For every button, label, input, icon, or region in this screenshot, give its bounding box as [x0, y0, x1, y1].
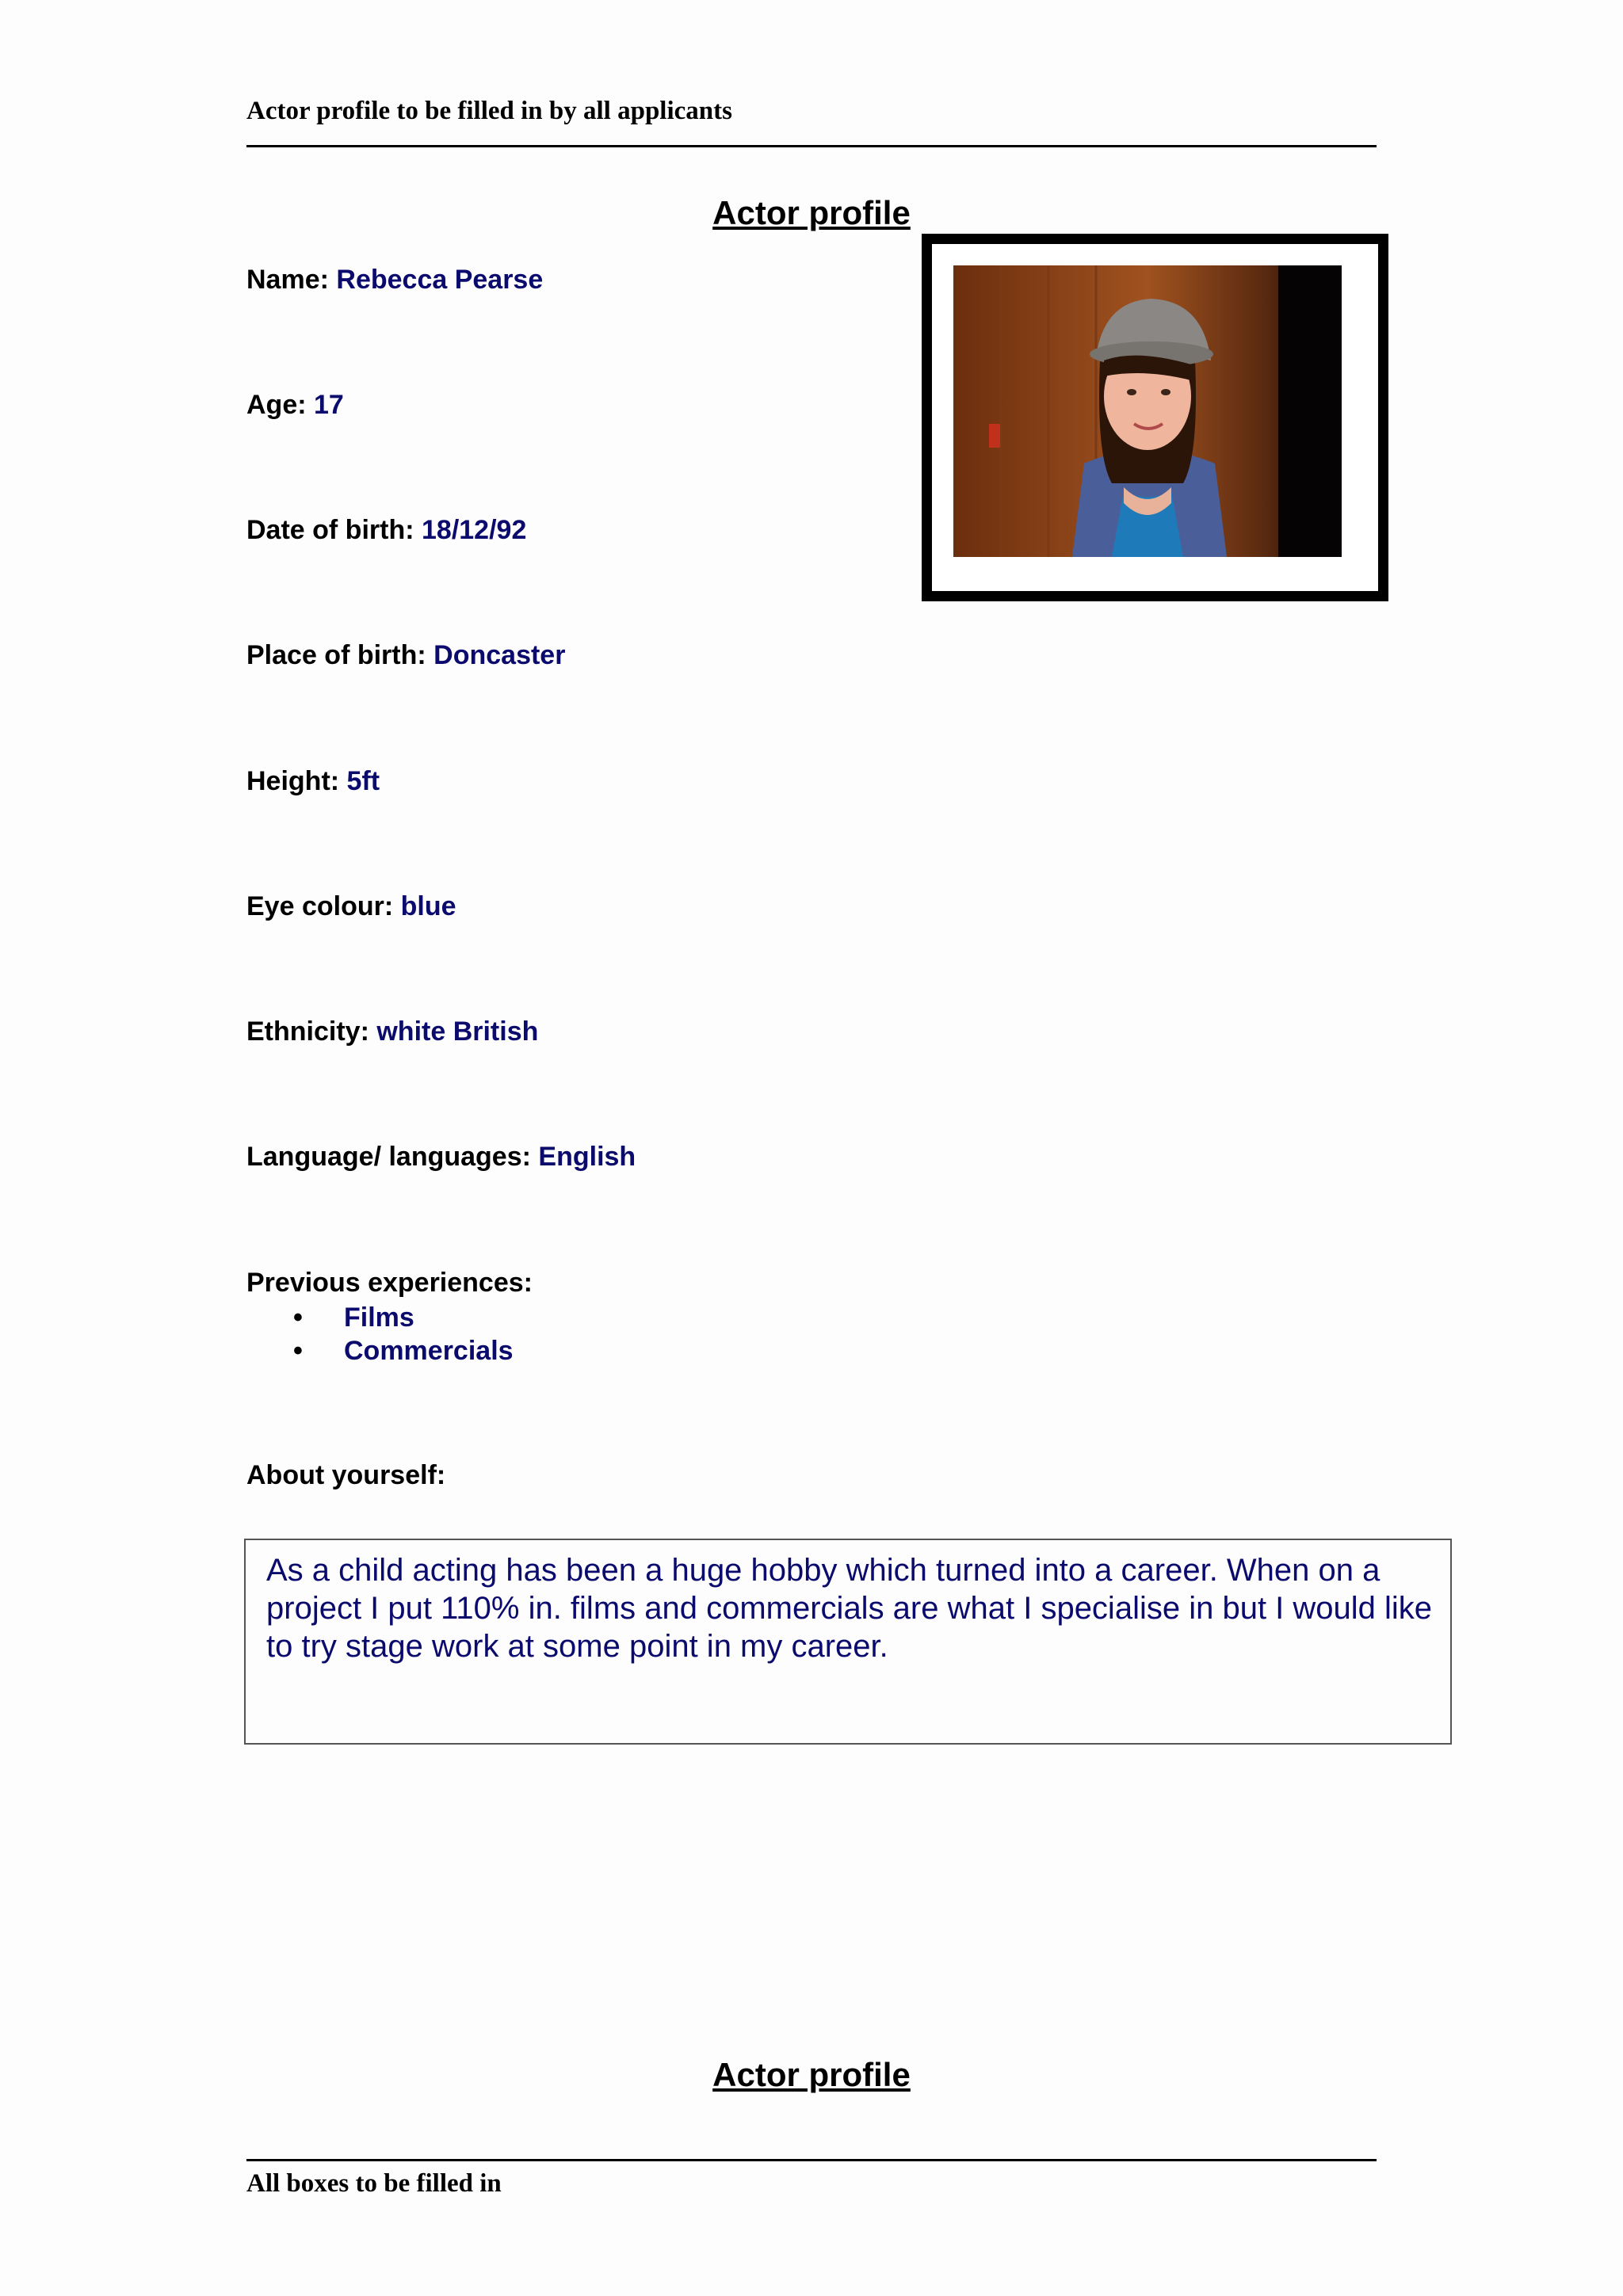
ethnicity-value: white British [376, 1016, 539, 1047]
applicant-photo [953, 265, 1342, 557]
language-field [246, 1142, 636, 1173]
language-label: Language/ languages: [246, 1142, 531, 1172]
about-label: About yourself: [246, 1460, 446, 1490]
name-label: Name: [246, 265, 329, 295]
language-value: English [538, 1142, 636, 1172]
age-label: Age: [246, 390, 307, 420]
bullet-icon: • [293, 1302, 303, 1333]
bullet-icon: • [293, 1336, 303, 1366]
photo-frame [922, 234, 1388, 601]
height-label: Height: [246, 766, 340, 796]
eye-colour-field [246, 891, 456, 922]
page-title: Actor profile [712, 194, 911, 231]
experience-item: Commercials [344, 1336, 514, 1366]
list-item [293, 1302, 514, 1336]
experience-item: Films [344, 1302, 414, 1333]
age-value: 17 [314, 390, 344, 420]
list-item [293, 1336, 514, 1369]
page-footer: All boxes to be filled in [246, 2169, 502, 2198]
name-field [246, 265, 543, 296]
height-field [246, 766, 380, 797]
dob-field [246, 515, 526, 546]
ethnicity-field [246, 1016, 538, 1047]
eye-colour-label: Eye colour: [246, 891, 394, 921]
ethnicity-label: Ethnicity: [246, 1016, 369, 1047]
footer-rule [246, 2159, 1377, 2161]
height-value: 5ft [346, 766, 380, 796]
dob-label: Date of birth: [246, 515, 414, 545]
pob-label: Place of birth: [246, 640, 426, 670]
pob-value: Doncaster [433, 640, 566, 670]
pob-field [246, 640, 565, 671]
about-text-box[interactable]: As a child acting has been a huge hobby which turned into a career. When on a project I put 110% in. films and commercials are what I specialise in but I would like to try stage work at some point in my career. [244, 1539, 1452, 1745]
age-field [246, 390, 344, 421]
page-header: Actor profile to be filled in by all applicants [246, 97, 732, 125]
experience-label: Previous experiences: [246, 1268, 533, 1298]
eye-colour-value: blue [400, 891, 456, 921]
name-value: Rebecca Pearse [336, 265, 544, 295]
dob-value: 18/12/92 [422, 515, 527, 545]
header-rule [246, 145, 1377, 147]
footer-title: Actor profile [712, 2056, 911, 2093]
experience-list [293, 1302, 514, 1369]
